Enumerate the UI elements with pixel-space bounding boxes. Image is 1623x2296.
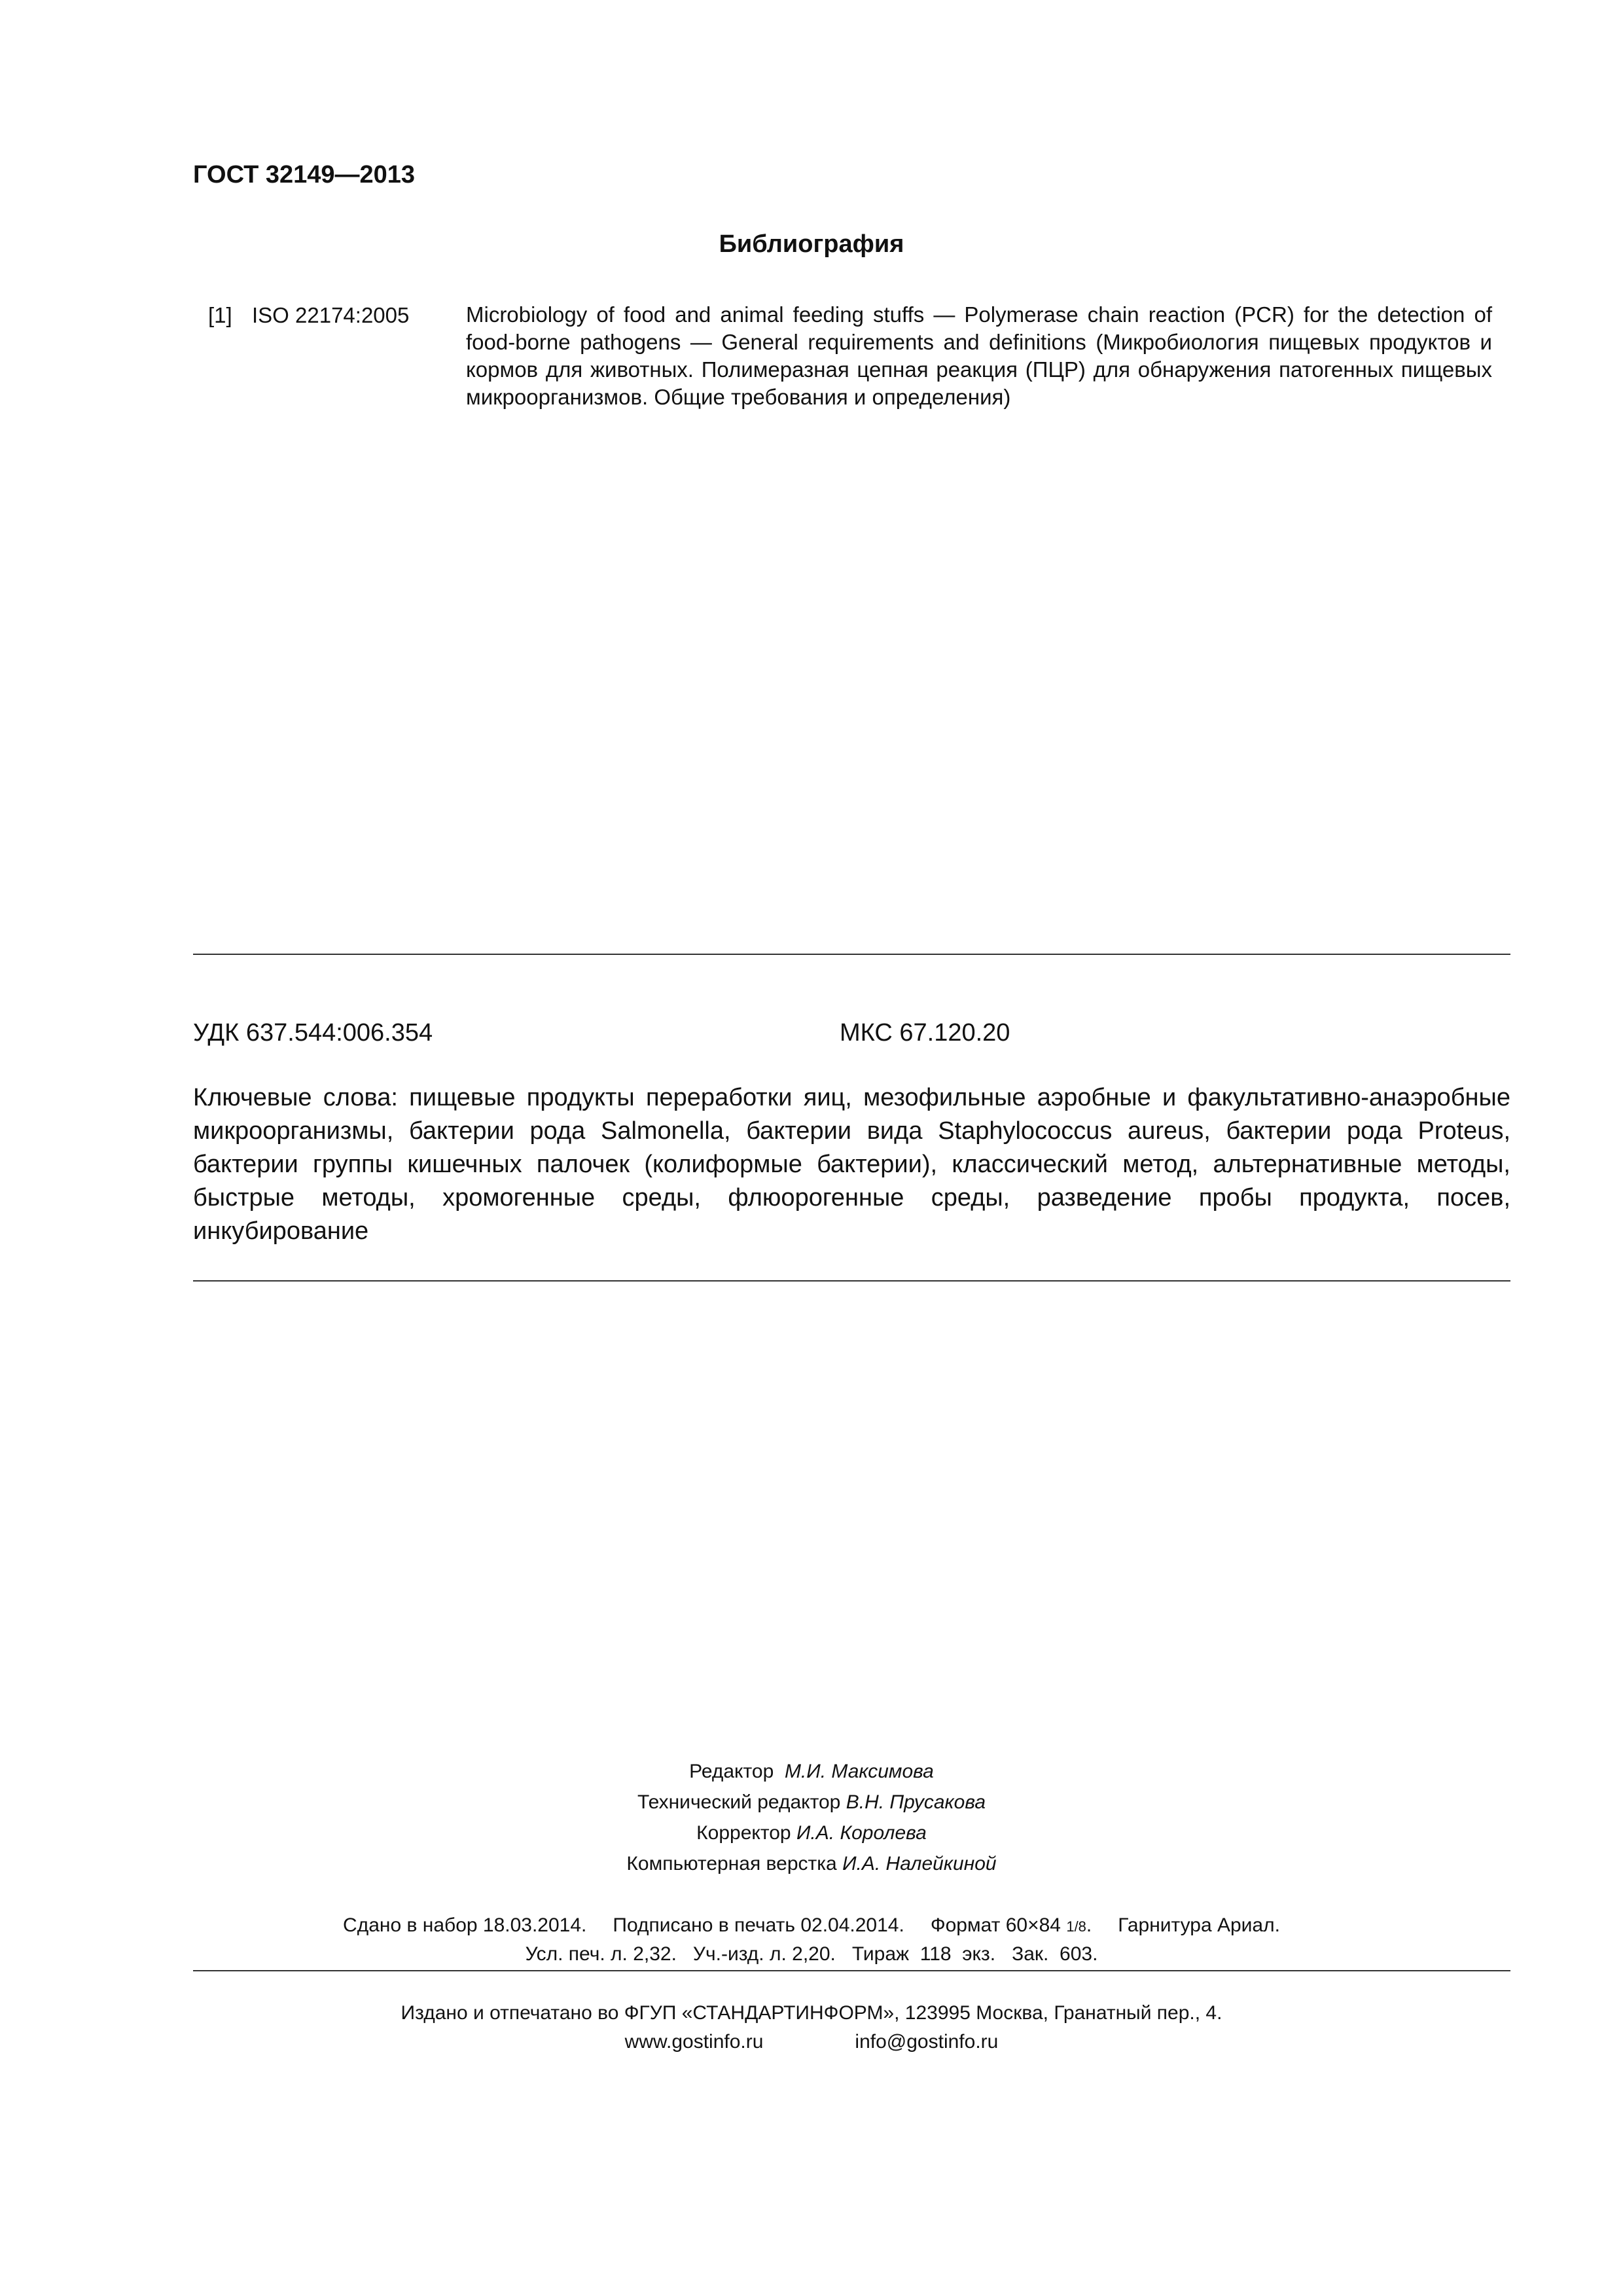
credit-line-corrector: Корректор И.А. Королева	[696, 1822, 927, 1844]
credit-name: М.И. Максимова	[784, 1761, 934, 1782]
print-info-line-1: Сдано в набор 18.03.2014. Подписано в печать 02.04.2014. Формат 60×84 1/8. Гарнитура Ариал.	[343, 1914, 1280, 1936]
divider-middle	[193, 1280, 1510, 1282]
document-code: ГОСТ 32149—2013	[193, 161, 416, 188]
credit-line-layout: Компьютерная верстка И.А. Налейкиной	[626, 1853, 997, 1874]
reference-standard: ISO 22174:2005	[252, 303, 410, 327]
print-info-line-2: Усл. печ. л. 2,32. Уч.-изд. л. 2,20. Тираж 118 экз. Зак. 603.	[525, 1943, 1098, 1965]
divider-bottom	[193, 1970, 1510, 1971]
divider-top	[193, 954, 1510, 955]
email-link[interactable]: info@gostinfo.ru	[855, 2031, 999, 2053]
credits-block	[0, 1756, 1623, 1879]
credit-name: И.А. Королева	[796, 1822, 927, 1844]
publisher-line: Издано и отпечатано во ФГУП «СТАНДАРТИНФОРМ», 123995 Москва, Гранатный пер., 4.	[401, 2002, 1222, 2024]
credit-name: В.Н. Прусакова	[846, 1791, 986, 1813]
reference-number: [1]	[208, 303, 232, 327]
credit-name: И.А. Налейкиной	[842, 1853, 997, 1874]
publisher-block	[0, 1999, 1623, 2056]
mks-code: МКС 67.120.20	[840, 1019, 1010, 1047]
website-link[interactable]: www.gostinfo.ru	[624, 2031, 764, 2053]
credit-line-tech-editor: Технический редактор В.Н. Прусакова	[637, 1791, 986, 1813]
credit-line-editor: Редактор М.И. Максимова	[689, 1761, 934, 1782]
udk-code: УДК 637.544:006.354	[193, 1019, 433, 1047]
format-fraction: 1/8	[1066, 1918, 1086, 1935]
bibliography-title: Библиография	[719, 230, 904, 258]
keywords-paragraph: Ключевые слова: пищевые продукты переработки яиц, мезофильные аэробные и факультативно-анаэробные микроорганизмы, бактерии рода Salmonella, бактерии вида Staphylococcus aureus, бактерии рода Proteus, бактерии группы кишечных палочек (колиформые бактерии), классический метод, альтернативные методы, быстрые методы, хромогенные среды, флюорогенные среды, разведение пробы продукта, посев, инкубирование	[193, 1084, 1510, 1245]
print-info	[0, 1912, 1623, 1968]
reference-text: Microbiology of food and animal feeding stuffs — Polymerase chain reaction (PCR) for the detection of food-borne pathogens — General requirements and definitions (Микробиология пищевых продуктов и кормов для животных. Полимеразная цепная реакция (ПЦР) для обнаружения патогенных пищевых микроорганизмов. Общие требования и определения)	[466, 302, 1492, 409]
publisher-contacts	[0, 2028, 1623, 2056]
